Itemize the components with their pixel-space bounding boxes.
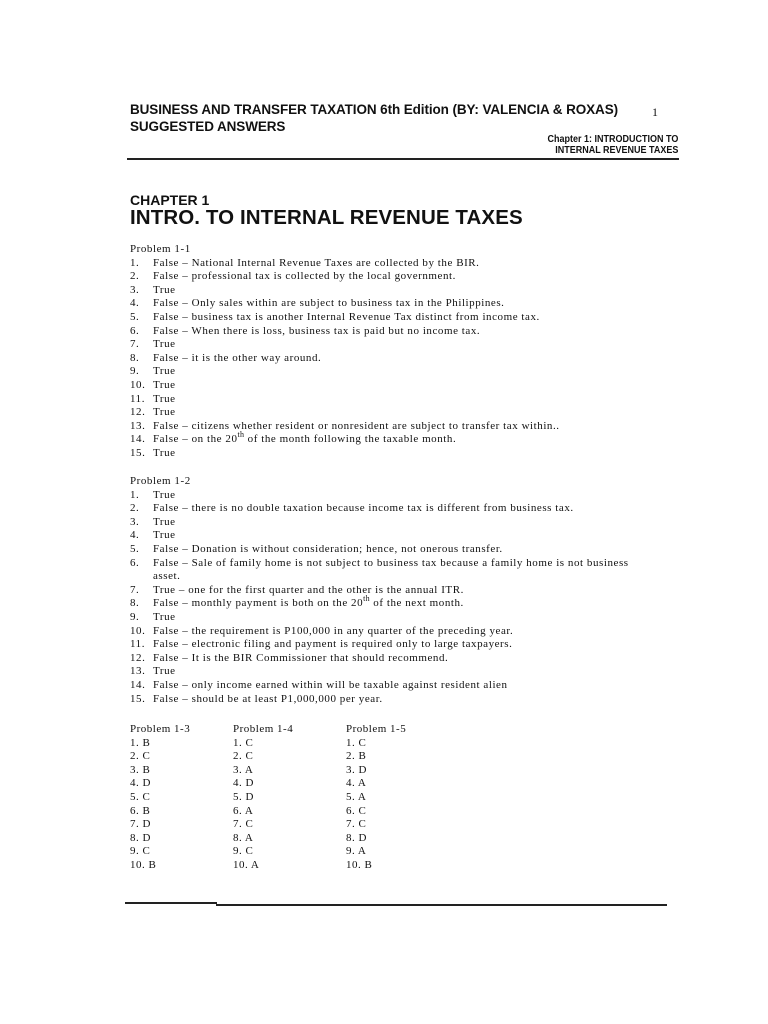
answer-item (130, 420, 643, 434)
item-number: 11. (130, 392, 145, 405)
answer-item: 10. B (130, 858, 157, 871)
problem-heading: Problem 1-5 (346, 723, 407, 735)
footer-rule-short (125, 902, 217, 904)
document-header-title (130, 101, 618, 135)
answer-item: 8. D (346, 831, 367, 844)
footer-rule-long (216, 904, 667, 906)
item-text-start: False – monthly payment is both on the 20 (153, 597, 364, 610)
item-number: 9. (130, 365, 140, 378)
chapter-title: INTRO. TO INTERNAL REVENUE TAXES (130, 206, 523, 229)
item-text: True (153, 529, 176, 542)
item-text: True (153, 338, 176, 351)
answer-item (130, 311, 643, 325)
item-number: 12. (130, 406, 146, 419)
item-number: 12. (130, 651, 146, 664)
item-text: True (153, 392, 176, 405)
item-text: True (153, 446, 176, 459)
item-number: 2. (130, 270, 140, 283)
item-number: 3. (130, 283, 140, 296)
item-number: 7. (130, 338, 140, 351)
item-text: False – professional tax is collected by the local government. (153, 270, 456, 283)
item-number: 4. (130, 297, 140, 310)
answer-item: 5. D (233, 790, 254, 803)
answer-item (130, 679, 643, 693)
item-text: True (153, 610, 176, 623)
answer-item (130, 430, 643, 447)
problem-heading: Problem 1-4 (233, 723, 294, 735)
answer-item: 9. C (233, 845, 254, 858)
item-text: False – National Internal Revenue Taxes are collected by the BIR. (153, 256, 480, 269)
chapter-label: CHAPTER 1 (130, 192, 210, 208)
problem-1-5-column (346, 723, 406, 873)
answer-item (130, 393, 643, 407)
item-number: 1. (130, 488, 140, 501)
answer-item: 7. D (130, 818, 151, 831)
answer-item: 4. D (233, 777, 254, 790)
item-number: 6. (130, 324, 140, 337)
answer-item (130, 406, 643, 420)
item-number: 10. (130, 624, 146, 637)
answer-item: 6. B (130, 804, 151, 817)
item-text: True (153, 283, 176, 296)
item-text: True (153, 406, 176, 419)
answer-item (130, 693, 643, 707)
answer-item (130, 557, 643, 584)
answer-item: 1. B (130, 736, 151, 749)
answer-item (130, 625, 643, 639)
answer-item (130, 665, 643, 679)
answer-item (130, 297, 643, 311)
problem-heading: Problem 1-1 (130, 243, 191, 255)
answer-item: 5. C (130, 790, 151, 803)
answer-item (130, 543, 643, 557)
item-text-end: of the month following the taxable month. (244, 433, 457, 446)
item-number: 7. (130, 583, 140, 596)
item-text: False – it is the other way around. (153, 351, 322, 364)
answer-item (130, 352, 643, 366)
item-number: 2. (130, 502, 140, 515)
item-text: False – only income earned within will be taxable against resident alien (153, 678, 508, 691)
item-number: 5. (130, 542, 140, 555)
item-text: False – should be at least P1,000,000 per year. (153, 692, 383, 705)
answer-item (130, 516, 643, 530)
item-text: True (153, 665, 176, 678)
running-chapter-header (547, 134, 678, 156)
item-text: False – Donation is without consideration; hence, not onerous transfer. (153, 542, 503, 555)
answer-list (130, 257, 643, 461)
answer-item (130, 611, 643, 625)
item-text: False – the requirement is P100,000 in any quarter of the preceding year. (153, 624, 514, 637)
item-number: 6. (130, 556, 140, 569)
item-number: 8. (130, 597, 140, 610)
answer-item: 3. A (233, 763, 254, 776)
item-text (153, 430, 643, 447)
item-text: False – Sale of family home is not subject to business tax because a family home is not business asset. (153, 556, 629, 583)
item-number: 15. (130, 446, 146, 459)
running-header-line-1: Chapter 1: INTRODUCTION TO (547, 134, 678, 145)
answer-item: 7. C (233, 818, 254, 831)
item-number: 1. (130, 256, 140, 269)
item-text: True (153, 378, 176, 391)
item-text: False – there is no double taxation because income tax is different from business tax. (153, 502, 574, 515)
item-number: 4. (130, 529, 140, 542)
problem-1-2-section (130, 475, 643, 706)
answer-item (130, 652, 643, 666)
answer-item: 3. B (130, 763, 151, 776)
problem-1-1-section (130, 243, 643, 461)
item-number: 3. (130, 515, 140, 528)
item-text: False – business tax is another Internal Revenue Tax distinct from income tax. (153, 310, 540, 323)
answer-item (130, 325, 643, 339)
problem-heading: Problem 1-3 (130, 723, 191, 735)
item-text: True (153, 365, 176, 378)
answer-item: 8. D (130, 831, 151, 844)
item-number: 9. (130, 610, 140, 623)
item-number: 15. (130, 692, 146, 705)
answer-item: 10. A (233, 858, 260, 871)
item-number: 8. (130, 351, 140, 364)
item-text (153, 594, 643, 611)
item-text: True – one for the first quarter and the other is the annual ITR. (153, 583, 464, 596)
answer-item (130, 502, 643, 516)
answer-item (130, 584, 643, 598)
item-text: True (153, 488, 176, 501)
answer-item (130, 365, 643, 379)
answer-item: 6. C (346, 804, 367, 817)
header-divider (127, 158, 679, 160)
item-text: False – electronic filing and payment is required only to large taxpayers. (153, 638, 513, 651)
answer-item (130, 257, 643, 271)
item-number: 14. (130, 433, 146, 446)
item-text: False – Only sales within are subject to business tax in the Philippines. (153, 297, 505, 310)
answer-item (130, 529, 643, 543)
answer-item: 8. A (233, 831, 254, 844)
item-text: False – citizens whether resident or nonresident are subject to transfer tax within.. (153, 419, 560, 432)
item-text-start: False – on the 20 (153, 433, 238, 446)
answer-item: 4. D (130, 777, 151, 790)
answer-item (130, 270, 643, 284)
item-number: 13. (130, 419, 146, 432)
answer-item: 1. C (233, 736, 254, 749)
answer-item: 9. A (346, 845, 367, 858)
item-number: 5. (130, 310, 140, 323)
answer-list (130, 489, 643, 707)
answer-item: 2. C (130, 750, 151, 763)
answer-item (130, 489, 643, 503)
item-text: True (153, 515, 176, 528)
answer-item (130, 447, 643, 461)
answer-item: 2. C (233, 750, 254, 763)
item-number: 10. (130, 378, 146, 391)
ordinal-suffix: th (237, 430, 245, 440)
answer-item: 6. A (233, 804, 254, 817)
answer-item: 4. A (346, 777, 367, 790)
problem-heading: Problem 1-2 (130, 475, 191, 487)
answer-item (130, 284, 643, 298)
running-header-line-2: INTERNAL REVENUE TAXES (554, 145, 678, 156)
item-number: 14. (130, 678, 146, 691)
answer-item (130, 379, 643, 393)
header-title-line-1: BUSINESS AND TRANSFER TAXATION 6th Edition (BY: VALENCIA & ROXAS) (130, 102, 618, 117)
page-number: 1 (652, 105, 658, 119)
answer-item: 5. A (346, 790, 367, 803)
answer-item: 7. C (346, 818, 367, 831)
problem-1-3-column (130, 723, 190, 873)
item-text-end: of the next month. (369, 597, 464, 610)
answer-item: 10. B (346, 858, 373, 871)
problem-1-4-column (233, 723, 293, 873)
item-text: False – It is the BIR Commissioner that should recommend. (153, 651, 449, 664)
item-number: 11. (130, 638, 145, 651)
answer-item: 1. C (346, 736, 367, 749)
answer-item: 9. C (130, 845, 151, 858)
answer-item (130, 638, 643, 652)
header-title-line-2: SUGGESTED ANSWERS (130, 119, 286, 134)
item-number: 13. (130, 665, 146, 678)
answer-item: 2. B (346, 750, 367, 763)
answer-item (130, 338, 643, 352)
answer-item (130, 594, 643, 611)
answer-item: 3. D (346, 763, 367, 776)
ordinal-suffix: th (363, 594, 370, 604)
item-text: False – When there is loss, business tax is paid but no income tax. (153, 324, 481, 337)
